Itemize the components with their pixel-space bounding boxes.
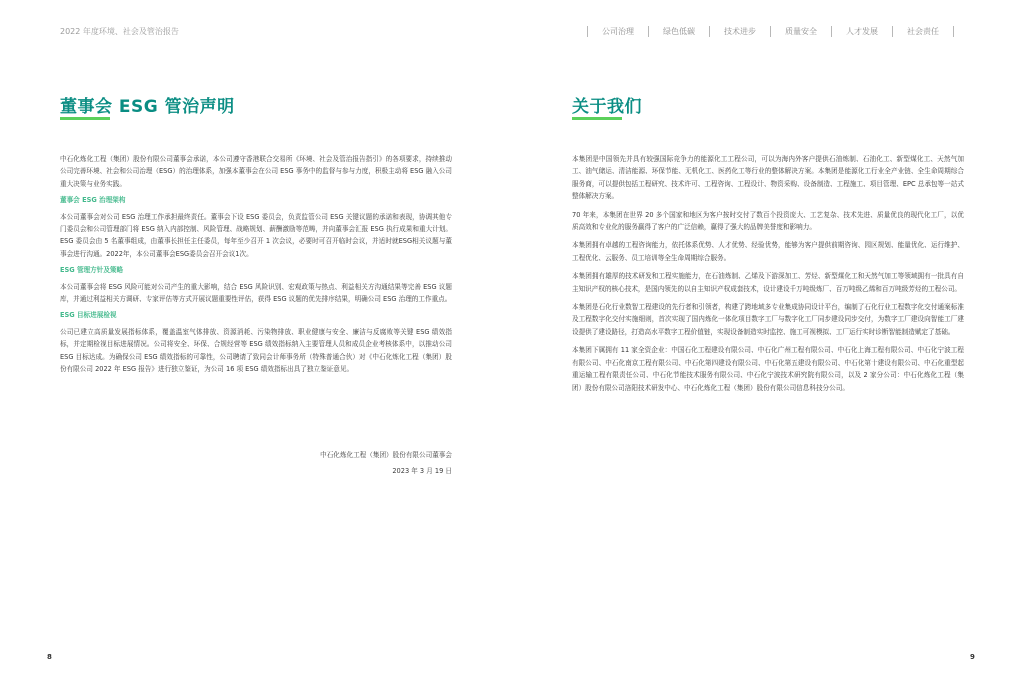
nav-item-governance[interactable]: 公司治理: [602, 27, 634, 36]
left-page-heading: 董事会 ESG 管治声明: [60, 97, 235, 117]
governance-paragraph: 本公司董事会对公司 ESG 治理工作承担最终责任。董事会下设 ESG 委员会，负责监管公司 ESG 关键议题的承诺和表现，协调其他专门委员会和公司管理部门将 ESG 纳入内部控制、风险管理、战略规划、薪酬激励等范畴，并向董事会汇报 ESG 执行成果和重大计划。ESG 委员会由 5 名董事组成，由董事长担任主任委员，每年至少召开 1 次会议，必要时可召开临时会议，并适时就ESG相关议题与董事会进行沟通。2022年，本公司董事会ESG委员会召开会议1次。: [60, 212, 452, 258]
about-paragraph: 本集团拥有卓越的工程咨询能力，依托体系优势、人才优势、经验优势，能够为客户提供前期咨询、园区规划、能量优化、运行维护、工程优化、云服务、员工培训等全生命周期综合服务。: [572, 241, 964, 262]
left-heading-underline: [60, 117, 110, 120]
about-paragraph: 70 年来，本集团在世界 20 多个国家和地区为客户按时交付了数百个投资庞大、工艺复杂、技术先进、质量优良的现代化工厂，以优质高效和专业化的服务赢得了客户的广泛信赖，赢得了强大的品牌美誉度和影响力。: [572, 210, 964, 232]
right-page-heading: 关于我们: [572, 97, 642, 117]
left-page-number: 8: [47, 653, 52, 661]
right-page-number: 9: [970, 653, 975, 661]
subheading-management-strategy: ESG 管理方针及策略: [60, 266, 124, 275]
nav-divider: [831, 26, 832, 37]
nav-divider: [770, 26, 771, 37]
nav-divider: [892, 26, 893, 37]
target-paragraph: 公司已建立高质量发展指标体系，覆盖温室气体排放、资源消耗、污染物排放、职业健康与安全、廉洁与反腐败等关键 ESG 绩效指标，并定期检视目标进展情况。公司将安全、环保、合规经营等 ESG 绩效指标纳入主要管理人员和成员企业考核体系中，以推动公司 ESG 目标达成。为确保公司 ESG 绩效指标的可靠性，公司聘请了致同会计师事务所（特殊普通合伙）对《中石化炼化工程（集团）股份有限公司 2022 年 ESG 报告》进行独立鉴证，为公司 16 项 ESG 绩效指标出具了独立鉴证意见。: [60, 327, 452, 374]
subheading-target-review: ESG 目标进展检视: [60, 311, 117, 320]
nav-item-green-low-carbon[interactable]: 绿色低碳: [663, 27, 695, 36]
nav-item-technology[interactable]: 技术进步: [724, 27, 756, 36]
about-paragraph: 本集团拥有雄厚的技术研发和工程实施能力，在石油炼制、乙烯及下游深加工、芳烃、新型煤化工和天然气加工等领域拥有一批具有自主知识产权的核心技术，是国内领先的以自主知识产权成套技术，设计建设千万吨级炼厂、百万吨级乙烯和百万吨级芳烃的工程公司。: [572, 272, 964, 293]
signature-date: 2023 年 3 月 19 日: [392, 467, 452, 475]
nav-item-talent[interactable]: 人才发展: [846, 27, 878, 36]
nav-divider: [648, 26, 649, 37]
nav-item-social-responsibility[interactable]: 社会责任: [907, 27, 939, 36]
subheading-governance-structure: 董事会 ESG 治理架构: [60, 196, 126, 205]
about-paragraph: 本集团下属拥有 11 家全资企业：中国石化工程建设有限公司、中石化广州工程有限公司、中石化上海工程有限公司、中石化宁波工程有限公司、中石化南京工程有限公司、中石化第四建设有限公司、中石化第五建设有限公司、中石化第十建设有限公司、中石化重型起重运输工程有限责任公司、中石化节能技术服务有限公司、中石化宁波技术研究院有限公司，以及 2 家分公司：中石化炼化工程（集团）股份有限公司洛阳技术研发中心、中石化炼化工程（集团）股份有限公司信息科技分公司。: [572, 346, 964, 392]
strategy-paragraph: 本公司董事会将 ESG 风险可能对公司产生的重大影响，结合 ESG 风险识别、宏观政策与热点、利益相关方沟通结果等完善 ESG 议题库，并通过利益相关方调研、专家评估等方式开展议题重要性评估，获得 ESG 议题的优先排序结果，明确公司 ESG 治理的工作重点。: [60, 282, 452, 304]
intro-paragraph: 中石化炼化工程（集团）股份有限公司董事会承诺，本公司遵守香港联合交易所《环境、社会及管治报告指引》的各项要求，持续推动公司完善环境、社会和公司治理（ESG）的治理体系，加强本董事会在公司 ESG 事务中的监督与参与力度，积极主动将 ESG 融入公司重大决策与业务实践。: [60, 155, 452, 188]
nav-divider: [709, 26, 710, 37]
left-page-body: [60, 153, 452, 380]
right-page-body: [572, 153, 964, 400]
top-navigation: [579, 26, 962, 37]
signature-organization: 中石化炼化工程（集团）股份有限公司董事会: [320, 451, 452, 459]
nav-divider: [587, 26, 588, 37]
nav-divider: [953, 26, 954, 37]
nav-item-quality-safety[interactable]: 质量安全: [785, 27, 817, 36]
report-title: 2022 年度环境、社会及管治报告: [60, 27, 179, 36]
about-paragraph: 本集团是石化行业数智工程建设的先行者和引领者，构建了跨地域多专业集成协同设计平台，编制了石化行业工程数字化交付通案标准及工程数字化交付实施细则，首次实现了国内炼化一体化项目数字工厂与数字化工厂同步建设同步交付，为数字工厂建设向智能工厂建设提供了建设路径，打造高水平数字工程价值链，实现设备制造实时监控、施工可视模拟、工厂运行实时诊断智能制造赋定了基础。: [572, 303, 964, 336]
about-paragraph: 本集团是中国领先并具有较强国际竞争力的能源化工工程公司，可以为海内外客户提供石油炼制、石油化工、新型煤化工、天然气加工、油气储运、清洁能源、环保节能、无机化工、医药化工等行业的整体解决方案。本集团是能源化工行业全产业链、全生命周期综合服务商，可以提供包括工程研究、技术许可、工程咨询、工程设计、物资采购、设备制造、工程施工、项目管理、EPC 总承包等一站式整体解决方案。: [572, 155, 964, 201]
right-heading-underline: [572, 117, 622, 120]
